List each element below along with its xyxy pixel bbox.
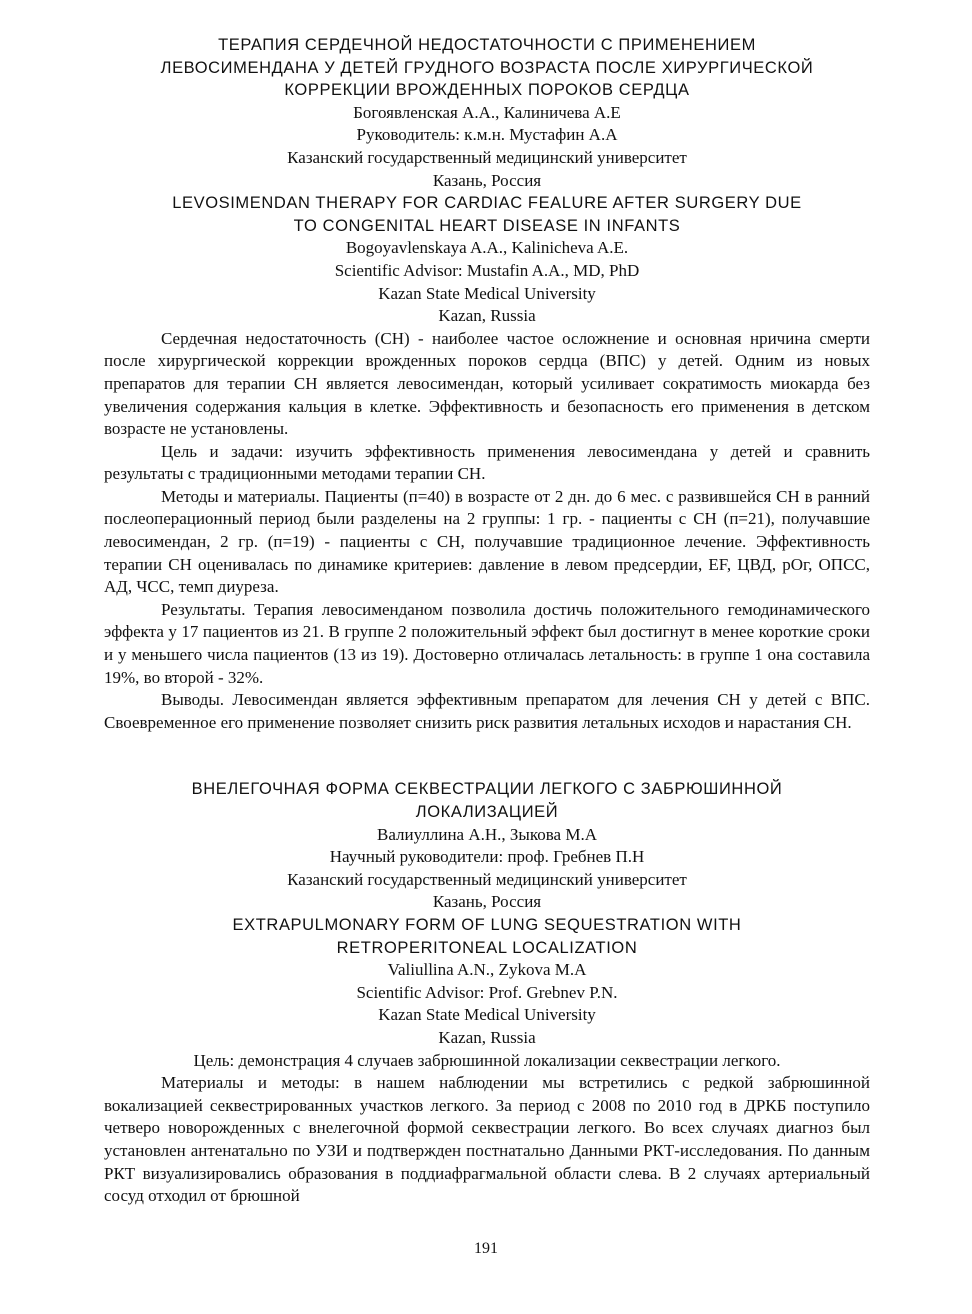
- article-1-authors-en: Bogoyavlenskaya A.A., Kalinicheva A.E.: [345, 238, 629, 258]
- article-1-title-ru-line-1: ТЕРАПИЯ СЕРДЕЧНОЙ НЕДОСТАТОЧНОСТИ С ПРИМЕНЕНИЕМ: [218, 36, 756, 54]
- article-2-paragraph-methods: Материалы и методы: в нашем наблюдении мы встретились с редкой забрюшинной вокализацией секвестрированных участков легкого. За период с 2008 по 2010 год в ДРКБ поступило четверо новорожденных с внелегочной формой секвестрации легкого. Во всех случаях диагноз был установлен антенатально по УЗИ и подтвержден постнатально Данными РКТ-исследования. По данным РКТ визуализировались образования в поддиафрагмальной области слева. В 2 случаях артериальный сосуд отходил от брюшной: [104, 1073, 870, 1206]
- article-2-paragraph-aim: Цель: демонстрация 4 случаев забрюшинной локализации секвестрации легкого.: [193, 1050, 781, 1070]
- article-2-title-en-line-2: RETROPERITONEAL LOCALIZATION: [336, 938, 638, 957]
- article-1-advisor-en: Scientific Advisor: Mustafin A.A., MD, PhD: [334, 260, 640, 280]
- article-1-paragraph-intro: Сердечная недостаточность (СН) - наиболее частое осложнение и основная нричина смерти после хирургической коррекции врожденных пороков сердца (ВПС) у детей. Одним из новых препаратов для терапии СН является левосимендан, который усиливает сократимость миокарда без увеличения содержания кальция в клетке. Эффективность и безопасность его применения в детском возрасте не установлены.: [104, 328, 870, 439]
- article-1-paragraph-conclusions: Выводы. Левосимендан является эффективным препаратом для лечения СН у детей с ВПС. Своевременное его применение позволяет снизить риск развития летальных исходов и нарастания СН.: [104, 690, 870, 732]
- article-2-authors-en: Valiullina A.N., Zykova M.A: [387, 960, 587, 980]
- article-1-title-ru-line-3: КОРРЕКЦИИ ВРОЖДЕННЫХ ПОРОКОВ СЕРДЦА: [284, 81, 690, 100]
- article-2-city-ru: Казань, Россия: [432, 892, 542, 912]
- article-1-university-en: Kazan State Medical University: [378, 283, 596, 303]
- article-2-title-ru-line-1: ВНЕЛЕГОЧНАЯ ФОРМА СЕКВЕСТРАЦИИ ЛЕГКОГО С ЗАБРЮШИННОЙ: [191, 780, 783, 799]
- article-1-city-ru: Казань, Россия: [432, 170, 542, 190]
- article-1-title-en-line-2: TO CONGENITAL HEART DISEASE IN INFANTS: [293, 216, 681, 235]
- article-2-advisor-en: Scientific Advisor: Prof. Grebnev P.N.: [356, 982, 618, 1002]
- article-1-title-en-line-1: LEVOSIMENDAN THERAPY FOR CARDIAC FEALURE AFTER SURGERY DUE: [172, 194, 802, 213]
- article-2-university-en: Kazan State Medical University: [378, 1005, 596, 1025]
- article-2-title-ru-line-2: ЛОКАЛИЗАЦИЕЙ: [415, 803, 559, 821]
- article-separator: [104, 734, 870, 778]
- article-1-city-en: Kazan, Russia: [438, 306, 536, 326]
- article-2-authors-ru: Валиуллина А.Н., Зыкова М.А: [377, 824, 597, 844]
- article-1-title-ru-line-2: ЛЕВОСИМЕНДАНА У ДЕТЕЙ ГРУДНОГО ВОЗРАСТА ПОСЛЕ ХИРУРГИЧЕСКОЙ: [160, 58, 814, 77]
- article-2-advisor-ru: Научный руководители: проф. Гребнев П.Н: [329, 847, 645, 867]
- article-1-paragraph-aim: Цель и задачи: изучить эффективность применения левосимендана у детей и сравнить результаты с традиционными методами терапии СН.: [104, 441, 870, 484]
- article-1-authors-ru: Богоявленская А.А., Калиничева А.Е: [353, 102, 621, 122]
- article-1-paragraph-methods: Методы и материалы. Пациенты (п=40) в возрасте от 2 дн. до 6 мес. с развившейся СН в ранний послеоперационный период были разделены на 2 группы: 1 гр. - пациенты с СН (п=21), получавшие левосимендан, 2 гр. (п=19) - пациенты с СН, получавшие традиционное лечение. Эффективность терапии СН оценивалась по динамике критериев: давление в левом предсердии, EF, ЦВД, рОг, ОПСС, АД, ЧСС, темп диуреза.: [104, 486, 870, 597]
- article-2: [104, 778, 870, 1207]
- article-1-advisor-ru: Руководитель: к.м.н. Мустафин А.А: [356, 125, 618, 145]
- article-2-university-ru: Казанский государственный медицинский университет: [287, 869, 687, 889]
- article-1-university-ru: Казанский государственный медицинский университет: [287, 147, 687, 167]
- article-1-paragraph-results: Результаты. Терапия левосименданом позволила достичь положительного гемодинамического эффекта у 17 пациентов из 21. В группе 2 положительный эффект был достигнут в менее короткие сроки и у меньшего числа пациентов (13 из 19). Достоверно отличалась летальность: в группе 1 она составила 19%, во второй - 32%.: [104, 599, 870, 687]
- article-2-city-en: Kazan, Russia: [438, 1027, 536, 1047]
- page-content: [104, 34, 870, 1208]
- page-number: 191: [474, 1240, 498, 1257]
- article-2-title-en-line-1: EXTRAPULMONARY FORM OF LUNG SEQUESTRATION WITH: [232, 915, 742, 934]
- article-1: [104, 34, 870, 734]
